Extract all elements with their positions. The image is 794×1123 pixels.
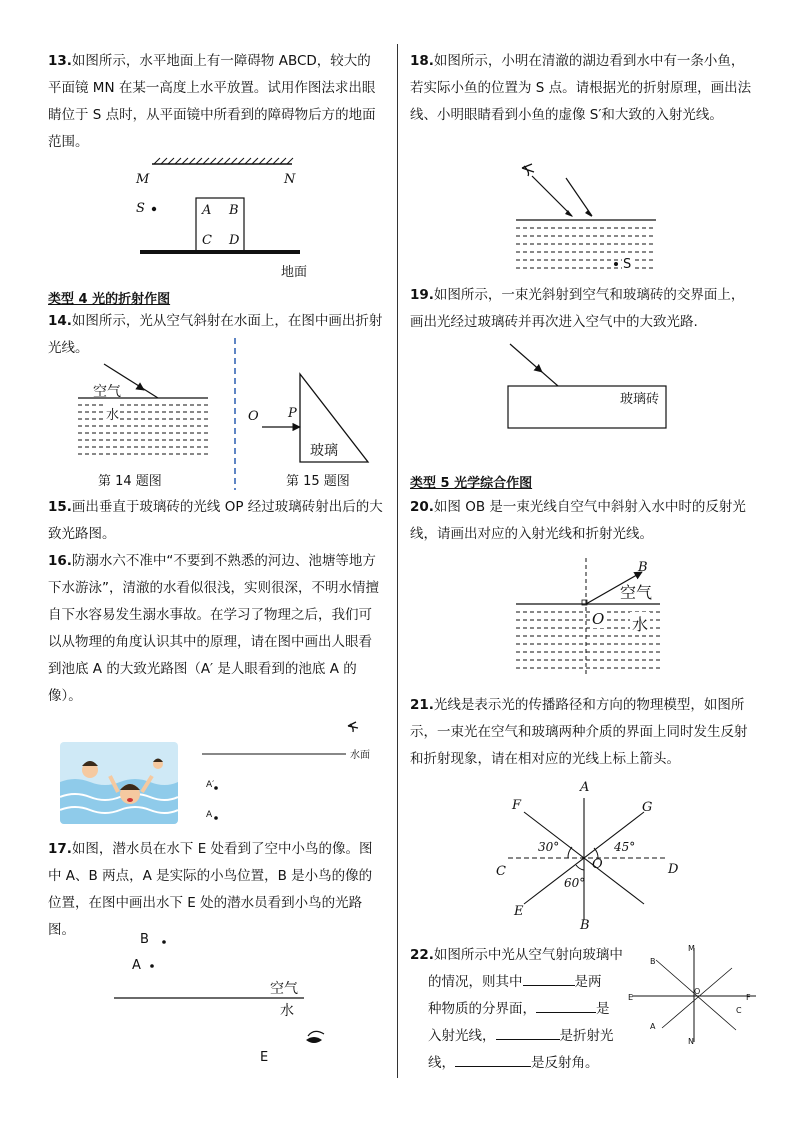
question-text: 如图 OB 是一束光线自空气中斜射入水中时的反射光线，请画出对应的入射光线和折射光线。 <box>410 499 746 542</box>
diver-eye-icon <box>306 1037 322 1043</box>
q16-diagram <box>198 720 388 830</box>
question-text: 如图所示，一束光斜射到空气和玻璃砖的交界面上，画出光经过玻璃砖并再次进入空气中的大致光路. <box>410 287 745 330</box>
label-b-17: B <box>140 932 149 947</box>
point-b-17 <box>162 940 166 944</box>
label-a-21: A <box>580 780 590 795</box>
question-14 <box>48 308 384 362</box>
question-17 <box>48 836 384 944</box>
label-f-22: F <box>746 993 751 1002</box>
label-b-21: B <box>580 918 590 933</box>
question-number: 14. <box>48 313 72 329</box>
label-glass-brick: 玻璃砖 <box>620 392 660 407</box>
label-a-22: A <box>650 1022 656 1031</box>
q22-line-5a: 线， <box>428 1055 455 1071</box>
caption-15: 第 15 题图 <box>286 474 350 489</box>
label-a-prime: A′ <box>206 780 215 790</box>
label-o-21: O <box>592 857 603 872</box>
label-45-deg: 45° <box>614 840 636 854</box>
label-m-22: M <box>688 944 695 953</box>
q17-figure <box>108 930 388 1070</box>
label-ground: 地面 <box>281 265 308 280</box>
q22-line-1: 如图所示中光从空气射向玻璃中 <box>433 947 623 963</box>
question-number: 21. <box>410 697 434 713</box>
question-number: 19. <box>410 287 434 303</box>
label-water-17: 水 <box>280 1003 294 1019</box>
mirror-hatching <box>154 158 293 164</box>
label-o-20: O <box>592 610 605 628</box>
q14-figure <box>48 360 248 460</box>
label-e-22: E <box>628 993 634 1002</box>
label-air-17: 空气 <box>270 981 298 997</box>
label-b-20: B <box>638 560 648 575</box>
label-air: 空气 <box>93 384 121 400</box>
label-o: O <box>248 409 259 424</box>
label-c-21: C <box>496 864 506 879</box>
q22-line-2a: 的情况，则其中 <box>428 974 523 990</box>
point-a <box>214 816 218 820</box>
label-n: N <box>284 172 296 187</box>
label-air-20: 空气 <box>620 583 653 602</box>
label-water: 水 <box>106 404 119 423</box>
label-e-21: E <box>514 904 524 919</box>
question-text: 画出垂直于玻璃砖的光线 OP 经过玻璃砖射出后的大致光路图。 <box>48 499 383 542</box>
water-dashes <box>78 405 208 454</box>
q22-line-2b: 是两 <box>574 974 602 990</box>
label-water-20: 水 <box>630 612 650 635</box>
question-15 <box>48 494 384 548</box>
label-surface: 水面 <box>350 750 370 761</box>
point-a-17 <box>150 964 154 968</box>
label-m: M <box>136 172 150 187</box>
label-o-22: O <box>694 987 701 996</box>
label-s: S <box>136 201 145 216</box>
q13-figure <box>48 150 388 280</box>
answer-blank-interface[interactable] <box>523 971 575 986</box>
label-d: D <box>229 233 240 248</box>
question-number: 15. <box>48 499 72 515</box>
question-13 <box>48 48 384 156</box>
question-number: 20. <box>410 499 434 515</box>
label-a-16: A <box>206 810 213 820</box>
label-n-22: N <box>688 1037 694 1046</box>
question-20 <box>410 494 752 548</box>
label-c-22: C <box>736 1006 742 1015</box>
question-number: 13. <box>48 53 72 69</box>
question-number: 17. <box>48 841 72 857</box>
caption-14: 第 14 题图 <box>98 474 162 489</box>
label-b-22: B <box>650 957 656 966</box>
label-30-deg: 30° <box>538 840 560 854</box>
label-d-21: D <box>668 862 679 877</box>
q18-figure <box>510 160 670 275</box>
question-text: 如图所示，小明在清澈的湖边看到水中有一条小鱼，若实际小鱼的位置为 S 点。请根据光的折射原理，画出法线、小明眼睛看到小鱼的虚像 S′和大致的入射光线。 <box>410 53 752 123</box>
eye-icon <box>348 722 358 732</box>
swimmer-illustration <box>60 742 178 824</box>
q22-line-5b: 是反射角。 <box>531 1055 599 1071</box>
q22-line-3b: 是 <box>596 1001 610 1017</box>
label-p: P <box>288 406 297 421</box>
answer-blank-reflection-angle[interactable] <box>455 1052 531 1067</box>
question-number: 18. <box>410 53 434 69</box>
answer-blank-refracted[interactable] <box>496 1025 560 1040</box>
label-c: C <box>202 233 212 248</box>
label-a: A <box>202 203 212 218</box>
answer-blank-incident[interactable] <box>536 998 596 1013</box>
label-b: B <box>229 203 239 218</box>
question-number: 22. <box>410 947 434 963</box>
question-22 <box>410 942 630 1077</box>
q22-line-3a: 种物质的分界面， <box>428 1001 536 1017</box>
question-text: 如图所示，水平地面上有一障碍物 ABCD，较大的平面镜 MN 在某一高度上水平放置。试用作图法求出眼睛位于 S 点时，从平面镜中所看到的障碍物后方的地面范围。 <box>48 53 376 150</box>
label-f-21: F <box>512 798 522 813</box>
eye-icon <box>522 164 534 176</box>
label-e-17: E <box>260 1050 269 1065</box>
question-19 <box>410 282 752 336</box>
question-number: 16. <box>48 553 72 569</box>
q22-line-4a: 入射光线， <box>428 1028 496 1044</box>
question-18 <box>410 48 752 129</box>
label-glass: 玻璃 <box>310 443 338 459</box>
question-text: 如图，潜水员在水下 E 处看到了空中小鸟的像。图中 A、B 两点，A 是实际的小鸟位置，B 是小鸟的像的位置，在图中画出水下 E 处的潜水员看到小鸟的光路图。 <box>48 841 373 938</box>
question-21 <box>410 692 752 773</box>
q22-figure <box>626 944 762 1048</box>
label-g-21: G <box>642 800 653 815</box>
point-s <box>152 207 156 211</box>
question-16 <box>48 548 384 710</box>
question-text: 光线是表示光的传播路径和方向的物理模型，如图所示，一束光在空气和玻璃两种介质的界面上同时发生反射和折射现象，请在相对应的光线上标上箭头。 <box>410 697 748 767</box>
label-60-deg: 60° <box>564 876 586 890</box>
point-a-prime <box>214 786 218 790</box>
label-s-18: S <box>623 257 632 272</box>
point-s-18 <box>614 262 618 266</box>
question-text: 防溺水六不准中“不要到不熟悉的河边、池塘等地方下水游泳”，清澈的水看似很浅，实则很深，不明水情擅自下水容易发生溺水事故。在学习了物理之后，我们可以从物理的角度认识其中的原理，请在图中画出人眼看到池底 A 的大致光路图（A′ 是人眼看到的池底 A 的像）。 <box>48 553 379 704</box>
column-divider <box>397 44 398 1078</box>
label-a-17: A <box>132 958 141 973</box>
section-heading-5: 类型 5 光学综合作图 <box>410 476 533 491</box>
question-text: 如图所示，光从空气斜射在水面上，在图中画出折射光线。 <box>48 313 383 356</box>
q22-line-4b: 是折射光 <box>559 1028 614 1044</box>
figure-separator <box>234 338 236 490</box>
section-heading-4: 类型 4 光的折射作图 <box>48 292 171 307</box>
